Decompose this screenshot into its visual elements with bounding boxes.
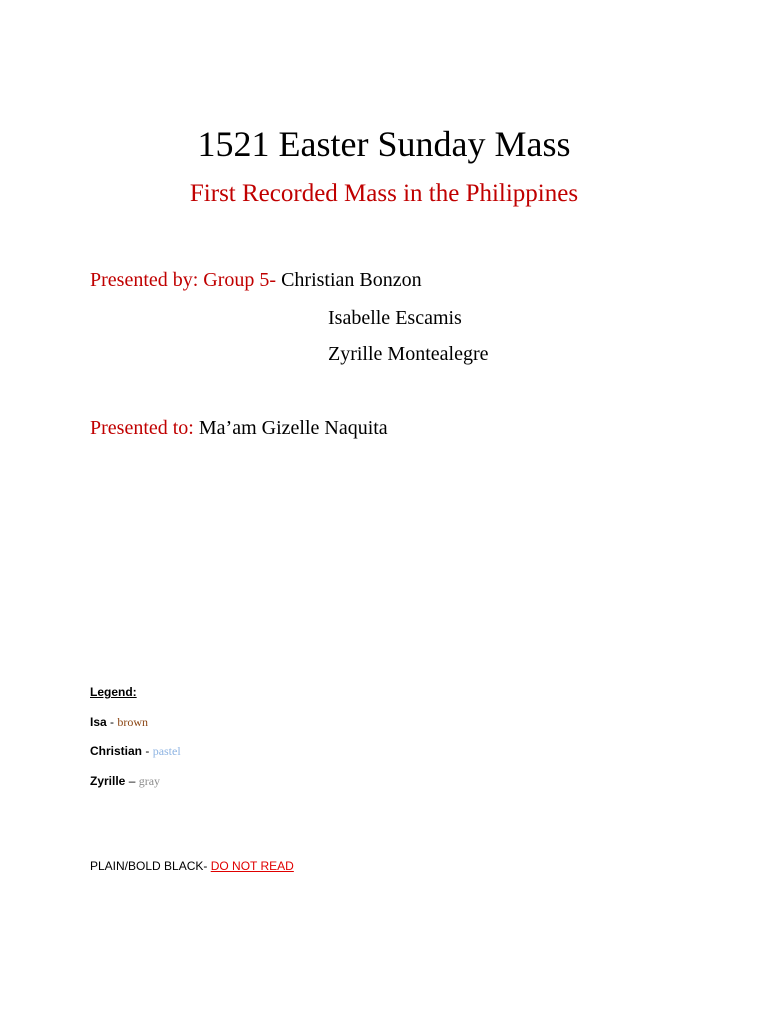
- legend-item-name: Zyrille: [90, 774, 126, 788]
- presented-to-label: Presented to:: [90, 417, 194, 439]
- legend-item-separator: -: [106, 715, 118, 729]
- legend-item: [90, 773, 160, 789]
- legend-item-color: gray: [138, 774, 161, 788]
- teacher-name: Ma’am Gizelle Naquita: [198, 417, 388, 439]
- presented-by-label: Presented by: Group 5-: [90, 269, 277, 291]
- document-title: 1521 Easter Sunday Mass: [197, 124, 571, 164]
- legend-item-color: pastel: [152, 744, 181, 758]
- presented-to-line: [90, 415, 388, 441]
- do-not-read-warning: DO NOT READ: [210, 859, 294, 873]
- presented-by-line: [90, 267, 422, 293]
- legend-item-name: Isa: [90, 715, 107, 729]
- legend-item-name: Christian: [90, 744, 143, 758]
- legend-item-separator: -: [142, 744, 153, 758]
- document-subtitle: First Recorded Mass in the Philippines: [189, 180, 579, 207]
- reading-note: [90, 858, 294, 874]
- reading-note-text: PLAIN/BOLD BLACK-: [90, 859, 211, 873]
- member-name: Christian Bonzon: [281, 269, 422, 291]
- legend-item: [90, 714, 148, 730]
- member-name: Zyrille Montealegre: [328, 343, 489, 365]
- member-name: Isabelle Escamis: [328, 307, 462, 329]
- legend-item: [90, 743, 181, 759]
- legend-item-separator: –: [125, 774, 139, 788]
- legend-item-color: brown: [117, 715, 149, 729]
- legend-title: Legend:: [90, 685, 137, 699]
